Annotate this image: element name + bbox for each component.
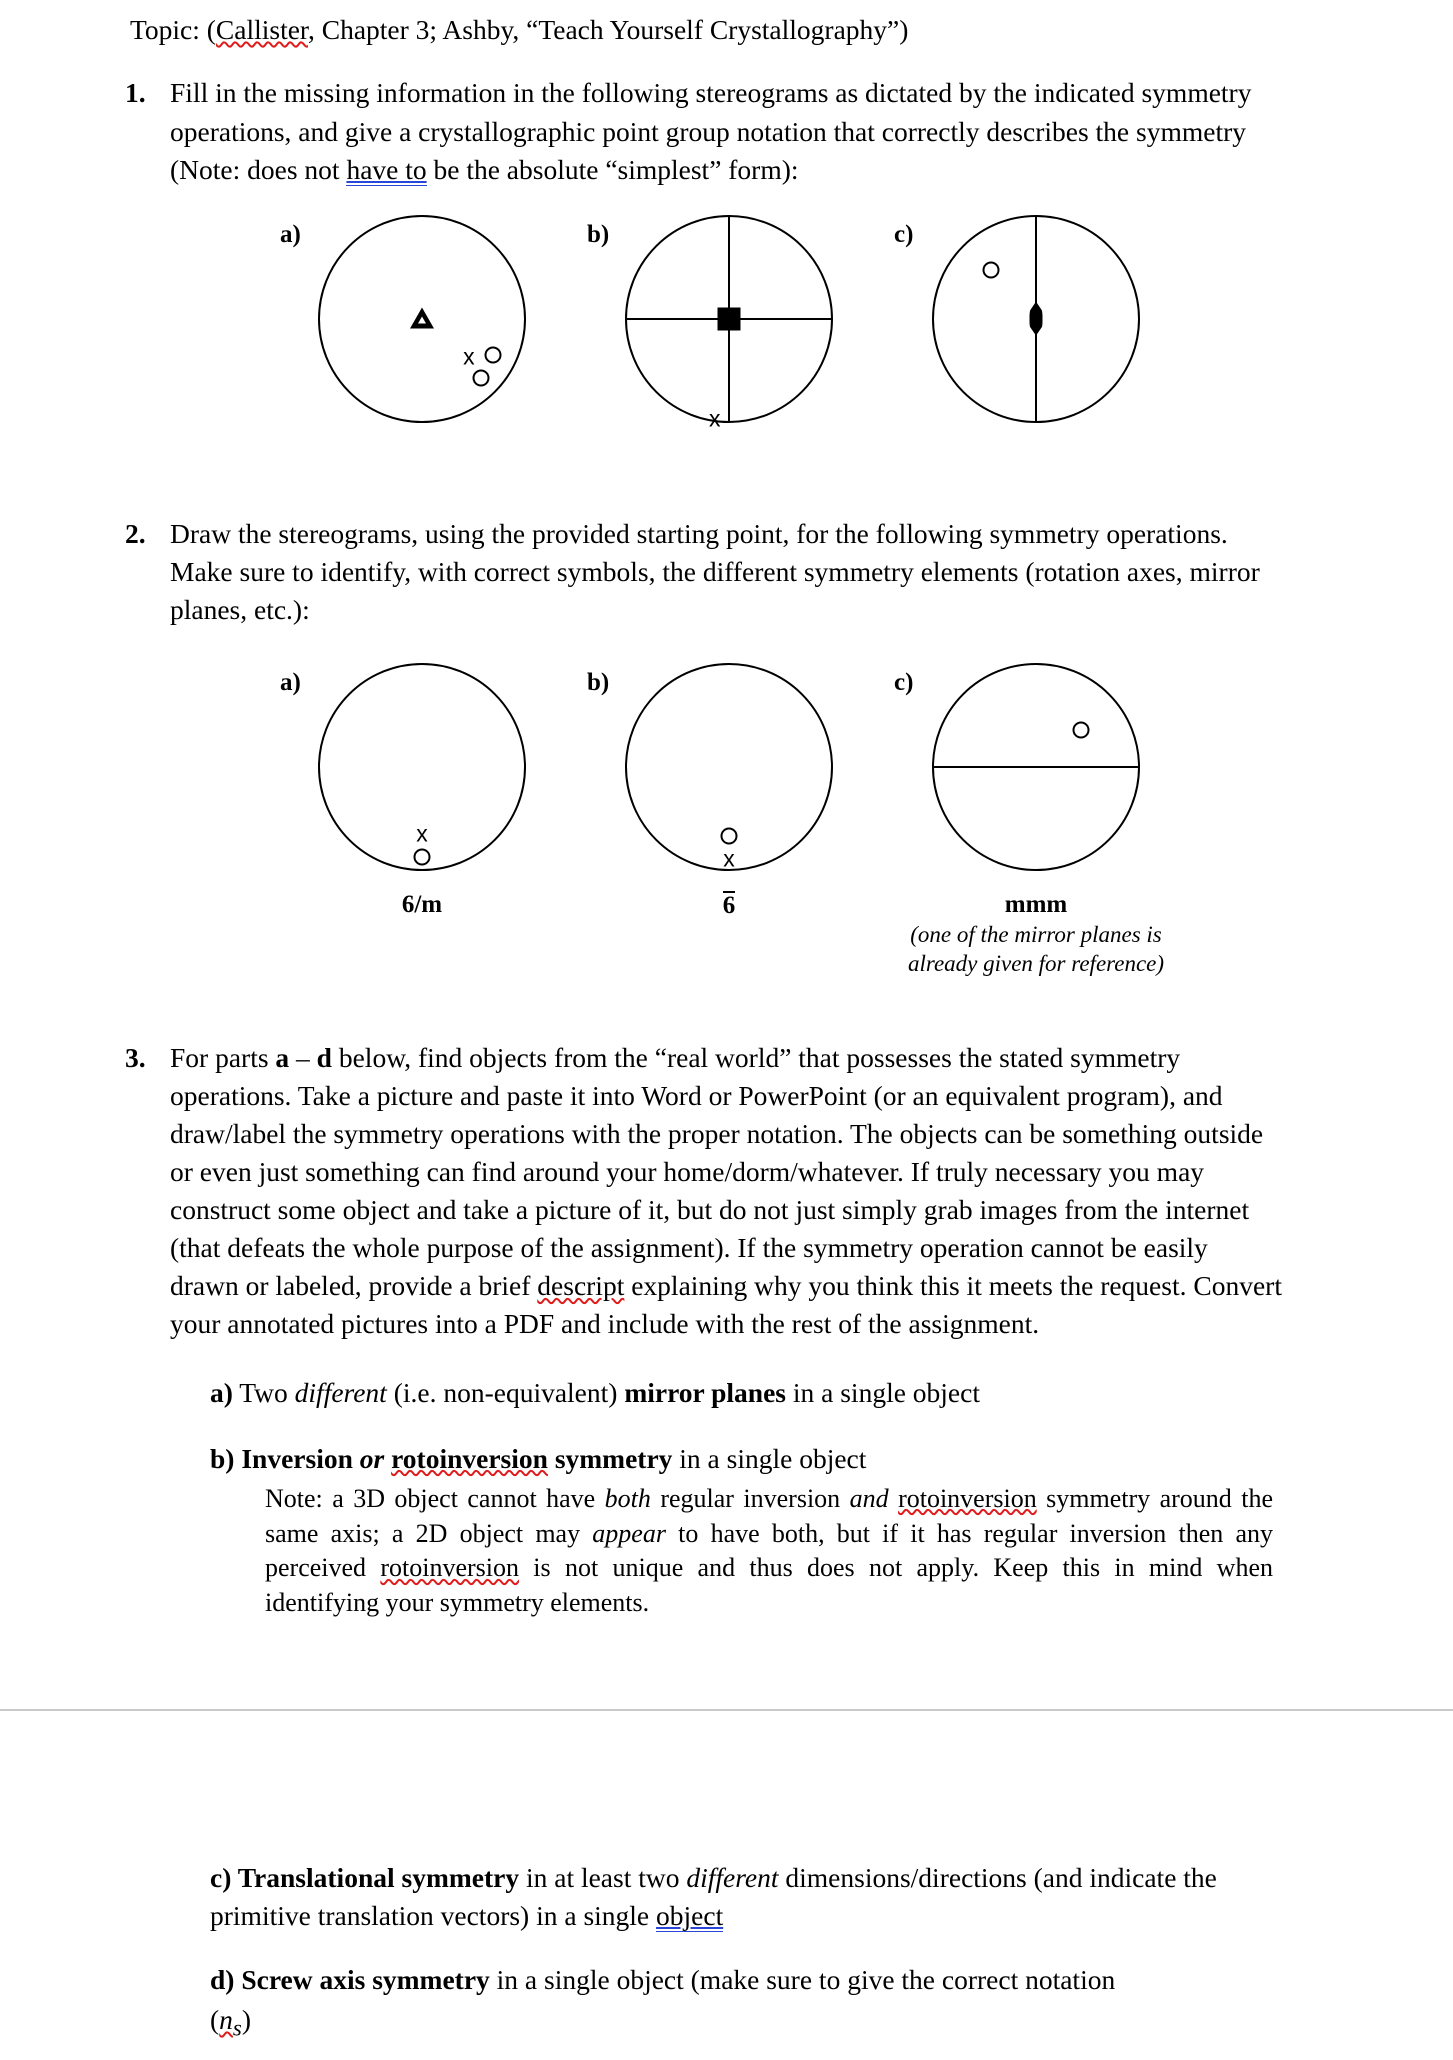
part-b-bold-italic-or: or — [359, 1442, 385, 1474]
topic-line — [130, 14, 1453, 46]
stereogram-2b — [587, 663, 833, 919]
part-d-notation — [210, 2001, 1273, 2044]
part-b-bold2: symmetry — [547, 1442, 673, 1474]
part-d-paren-open: ( — [210, 2004, 220, 2036]
note-1: Note: a 3D object cannot have — [265, 1483, 605, 1513]
part-a-italic-different: different — [294, 1376, 387, 1408]
pole-open-circle — [1072, 722, 1089, 739]
question-3-part-b-note — [265, 1482, 1273, 1621]
part-c-letter: c) — [210, 1862, 232, 1893]
question-1-number: 1. — [125, 77, 146, 109]
part-a-seg2: (i.e. non-equivalent) — [386, 1376, 625, 1408]
question-3-intro-2: below, find objects from the “real world” that possesses the stated symmetry operations. Take a picture and paste it into Word or PowerPoint (or an equivalent program), and draw/label the symmetry operations with the proper notation. The objects can be something outside or even just something can find around your home/dorm/whatever. If truly necessary you may construct some object and take a picture of it, but do not just simply grab images from the internet (that defeats the whole purpose of the assignment). If the symmetry operation cannot be easily drawn or labeled, provide a brief — [170, 1041, 1264, 1302]
question-1-text-b: be the absolute “simplest” form): — [426, 153, 799, 185]
stereogram-1b-circle — [625, 215, 833, 432]
note-5: is not unique and thus does not apply. Keep this in mind when identifying your symmetry elements. — [265, 1553, 1273, 1618]
question-1 — [125, 74, 1283, 188]
pole-open-circle — [414, 848, 431, 865]
pole-x-mark: x — [708, 405, 721, 432]
part-d-seg1: in a single object (make sure to give the correct notation — [489, 1964, 1116, 1996]
stereogram-2a-caption: 6/m — [401, 890, 443, 918]
stereogram-2c — [894, 663, 1165, 976]
topic-pre: Topic: ( — [130, 14, 216, 45]
part-c-italic-different: different — [686, 1862, 779, 1893]
part-a-bold-mirror-planes: mirror planes — [624, 1376, 786, 1408]
stereogram-2b-caption-text: 6 — [722, 891, 736, 919]
question-2-number: 2. — [125, 517, 146, 549]
question-3-misspelled-word: descript — [537, 1270, 625, 1302]
note-italic-appear: appear — [592, 1518, 666, 1548]
question-2 — [125, 515, 1283, 629]
page-2 — [0, 1711, 1453, 2060]
stereogram-2a — [280, 663, 526, 918]
question-3-intro-1: For parts — [170, 1041, 276, 1073]
part-c-seg1: in at least two — [519, 1862, 687, 1893]
part-c-bold1: Translational symmetry — [231, 1862, 520, 1893]
note-misspelled-2: rotoinversion — [380, 1553, 519, 1583]
mirror-plane-horizontal — [932, 766, 1140, 768]
stereogram-1a-label: a) — [280, 220, 301, 248]
part-b-letter: b) — [210, 1442, 235, 1474]
part-d-n: n — [219, 2004, 233, 2036]
stereogram-2c-caption: mmm — [1004, 890, 1068, 918]
note-italic-and: and — [849, 1483, 889, 1513]
question-3-part-c — [210, 1859, 1273, 1935]
question-1-grammar-flag: have to — [346, 153, 427, 185]
part-a-letter: a) — [210, 1376, 233, 1408]
stereogram-1b-label: b) — [587, 220, 610, 248]
topic-post: , Chapter 3; Ashby, “Teach Yourself Crystallography”) — [307, 14, 909, 45]
question-3-number: 3. — [125, 1041, 146, 1073]
stereogram-1c-label: c) — [894, 220, 914, 248]
question-2-text: Draw the stereograms, using the provided starting point, for the following symmetry operations. Make sure to identify, with correct symbols, the different symmetry elements (rotation axes, mirror planes, etc.): — [170, 517, 1260, 625]
four-fold-axis-icon — [718, 307, 741, 330]
note-3: symmetry around the same axis; a 2D object may — [265, 1483, 1273, 1548]
question-3-intro-3: explaining why you think this it meets the request. Convert your annotated pictures into a PDF and include with the rest of the assignment. — [170, 1270, 1282, 1340]
pole-open-circle — [721, 828, 738, 845]
part-b-bold-misspelled: rotoinversion — [391, 1442, 548, 1474]
stereogram-2b-caption — [609, 891, 849, 920]
stereogram-2c-circle — [932, 663, 1140, 871]
stereogram-2b-label: b) — [587, 668, 610, 696]
stereogram-1a-circle — [318, 215, 526, 423]
stereogram-2c-subcaption: (one of the mirror planes is already given for reference) — [907, 921, 1165, 976]
question-2-stereogram-row — [0, 663, 1453, 976]
question-1-text-a: Fill in the missing information in the following stereograms as dictated by the indicated symmetry operations, and give a crystallographic point group notation that correctly describes the symmetry (Note: does not — [170, 77, 1252, 185]
stereogram-1c-circle — [932, 215, 1140, 423]
question-3-part-b — [210, 1440, 1273, 1478]
pole-open-circle — [983, 261, 1000, 278]
part-d-paren-close: ) — [241, 2004, 252, 2036]
part-d-letter: d) — [210, 1964, 235, 1996]
stereogram-2c-label: c) — [894, 668, 914, 696]
note-2: regular inversion — [650, 1483, 850, 1513]
pole-open-circle — [473, 369, 490, 386]
question-1-stereogram-row — [0, 215, 1453, 437]
stereogram-2a-label: a) — [280, 668, 301, 696]
topic-misspelled-word: Callister — [215, 14, 308, 45]
part-d-bold1: Screw axis symmetry — [234, 1964, 490, 1996]
part-c-seg2: dimensions/directions (and indicate the primitive translation vectors) in a single — [210, 1862, 1217, 1932]
part-c-grammar-flag: object — [656, 1900, 724, 1932]
question-3 — [125, 1039, 1283, 1344]
question-3-dash: – — [289, 1041, 317, 1073]
note-misspelled-1: rotoinversion — [898, 1483, 1037, 1513]
stereogram-1a — [280, 215, 526, 423]
question-3-part-d — [210, 1961, 1273, 2044]
stereogram-2b-circle — [625, 663, 833, 871]
part-d-notation-symbol — [219, 2004, 242, 2041]
part-a-seg3: in a single object — [786, 1376, 980, 1408]
note-italic-both: both — [604, 1483, 651, 1513]
part-d-subscript-s: s — [232, 2015, 242, 2041]
part-b-bold1: Inversion — [234, 1442, 360, 1474]
three-fold-axis-icon — [410, 307, 434, 328]
pole-open-circle — [485, 347, 502, 364]
part-b-tail: in a single object — [672, 1442, 867, 1474]
pole-x-mark: x — [723, 845, 735, 872]
question-3-part-ref-a: a — [275, 1041, 290, 1073]
two-fold-axis-icon — [1030, 302, 1043, 336]
note-4: to have both, but if it has regular inversion then any perceived — [265, 1518, 1273, 1583]
question-3-part-a — [210, 1374, 1273, 1412]
pole-x-mark: x — [463, 343, 475, 370]
question-3-part-ref-d: d — [316, 1041, 332, 1073]
stereogram-1b — [587, 215, 833, 432]
part-a-seg1: Two — [232, 1376, 295, 1408]
stereogram-1c — [894, 215, 1140, 423]
pole-x-mark: x — [416, 820, 428, 847]
stereogram-2a-circle — [318, 663, 526, 871]
